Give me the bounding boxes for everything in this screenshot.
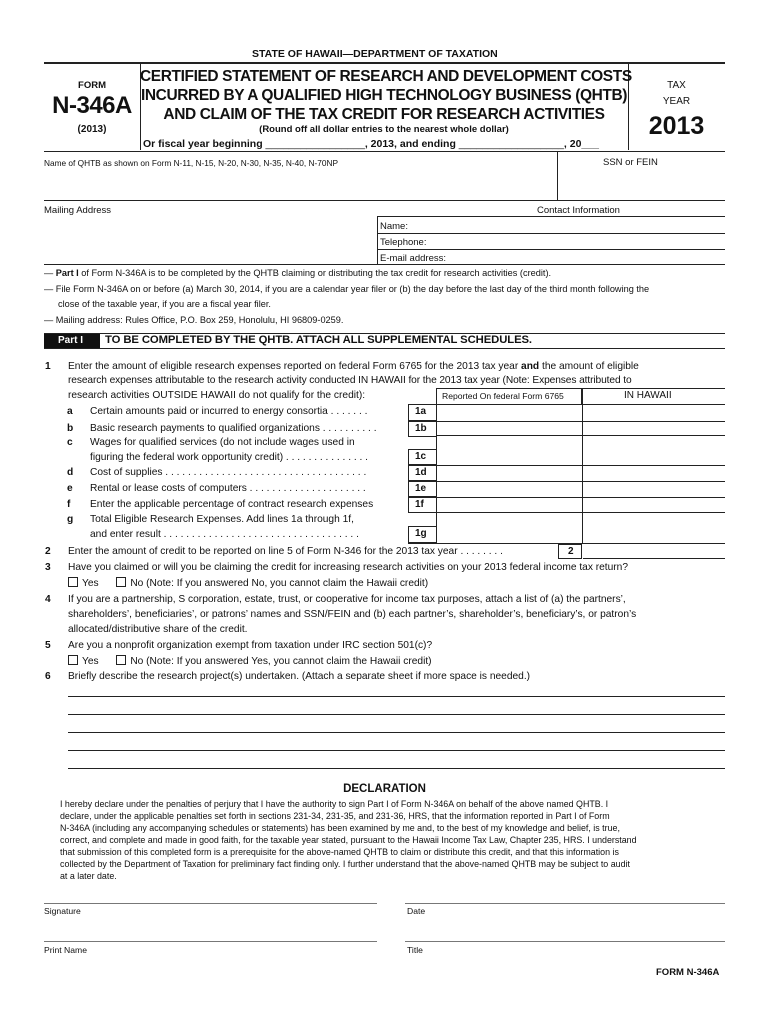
contact-email-field[interactable]: [452, 251, 724, 264]
line2-number: 2: [45, 546, 51, 557]
declaration-line: collected by the Department of Taxation for preliminary fact finding only. I further understand that the above-named QHTB may be subject to audit: [60, 859, 630, 869]
line3-yes-checkbox[interactable]: [68, 577, 78, 587]
line1e-federal-field[interactable]: [437, 481, 582, 497]
line1-text-3: research activities OUTSIDE HAWAII do not qualify for the credit):: [68, 390, 366, 401]
line1d-text: Cost of supplies . . . . . . . . . . . . . . . . . . . . . . . . . . . . . . . . . . . .: [90, 467, 367, 478]
line5-no-label: No (Note: If you answered Yes, you cannot claim the Hawaii credit): [130, 656, 432, 667]
tax-year: 2013: [648, 112, 705, 140]
declaration-line: that submission of this completed form is a prerequisite for the above-named QHTB to claim or distribute this credit, and that this information is: [60, 847, 619, 857]
line1a-text: Certain amounts paid or incurred to energy consortia . . . . . . .: [90, 406, 368, 417]
footer-form-id: FORM N-346A: [656, 967, 720, 978]
contact-name-rule: [377, 233, 725, 234]
line1a-hawaii-field[interactable]: [583, 404, 725, 421]
line2-box-text: 2: [568, 546, 574, 557]
contact-phone-label: Telephone:: [380, 237, 427, 248]
line1c-text-cont: figuring the federal work opportunity credit) . . . . . . . . . . . . . . .: [90, 452, 369, 463]
line1d-letter: d: [67, 467, 74, 478]
line1d-hawaii-field[interactable]: [583, 465, 725, 481]
contact-label: Contact Information: [537, 205, 620, 216]
line1b-box-text: 1b: [415, 423, 427, 434]
line6-rule-3: [68, 732, 725, 733]
line1-text-2: research expenses attributable to the research activity conducted IN HAWAII for the 2013 tax year (Note: Expenses attributed to: [68, 375, 632, 386]
instruction-1-bold: Part I: [55, 268, 79, 278]
fiscal-suffix: , 20___: [563, 138, 599, 150]
date-rule: [405, 903, 725, 904]
contact-name-field[interactable]: [412, 219, 724, 232]
line1g-text-cont: and enter result . . . . . . . . . . . . . . . . . . . . . . . . . . . . . . . . . . .: [90, 529, 359, 540]
name-bottom-rule: [44, 200, 725, 201]
mailing-bottom-rule: [44, 264, 725, 265]
signature-label: Signature: [44, 906, 81, 916]
col-header-federal-text: Reported On federal Form 6765: [442, 391, 564, 401]
line1-text-1b: the amount of eligible: [539, 361, 639, 372]
line1a-box-text: 1a: [415, 406, 427, 417]
print-name-rule: [44, 941, 377, 942]
line5-text: Are you a nonprofit organization exempt from taxation under IRC section 501(c)?: [68, 640, 433, 651]
part1-tag-text: Part I: [58, 335, 84, 346]
header-bottom-rule: [44, 151, 725, 152]
line1e-hawaii-field[interactable]: [583, 481, 725, 497]
line1-and: and: [521, 361, 540, 372]
part1-top-rule: [44, 333, 725, 334]
signature-rule: [44, 903, 377, 904]
line3-no-checkbox[interactable]: [116, 577, 126, 587]
line5-yes-label: Yes: [82, 656, 99, 667]
line5-no-checkbox[interactable]: [116, 655, 126, 665]
line1g-text: Total Eligible Research Expenses. Add lines 1a through 1f,: [90, 514, 354, 525]
instruction-2: — File Form N-346A on or before (a) March 30, 2014, if you are a calendar year filer or (b) the day before the last day of the third month following the: [44, 284, 650, 294]
agency-title: STATE OF HAWAII—DEPARTMENT OF TAXATION: [252, 48, 498, 60]
line1d-box-text: 1d: [415, 467, 427, 478]
year-label: YEAR: [662, 96, 691, 107]
line3-text: Have you claimed or will you be claiming the credit for increasing research activities on your 2013 federal income tax return?: [68, 562, 629, 573]
line5-yes-checkbox[interactable]: [68, 655, 78, 665]
qhtb-name-field[interactable]: [44, 168, 556, 200]
ssn-label: SSN or FEIN: [603, 157, 658, 168]
line1-number: 1: [45, 361, 51, 372]
line5-options: [68, 655, 432, 667]
instruction-3: — Mailing address: Rules Office, P.O. Box 259, Honolulu, HI 96809-0259.: [44, 315, 344, 325]
contact-name-label: Name:: [380, 221, 408, 232]
line1f-letter: f: [67, 499, 71, 510]
line1-text-1: [68, 361, 639, 372]
print-name-field[interactable]: [44, 924, 377, 940]
line1f-hawaii-field[interactable]: [583, 497, 725, 513]
tax-label: TAX: [667, 80, 686, 91]
line1a-letter: a: [67, 406, 73, 417]
line4-number: 4: [45, 594, 51, 605]
declaration-line: declare, under the applicable penalties set forth in sections 231-34, 231-35, and 231-36, HRS, that the information reported in Part I of Form: [60, 811, 610, 821]
instruction-2b: close of the taxable year, if you are a fiscal year filer.: [58, 299, 271, 309]
title-label: Title: [407, 945, 423, 955]
header-top-rule: [44, 62, 725, 64]
signature-field[interactable]: [44, 886, 377, 902]
line1d-federal-field[interactable]: [437, 465, 582, 481]
instruction-1-rest: of Form N-346A is to be completed by the QHTB claiming or distributing the tax credit for research activities (credit).: [78, 268, 552, 278]
declaration-line: at a later date.: [60, 871, 117, 881]
contact-phone-rule: [377, 249, 725, 250]
line1g-letter: g: [67, 514, 74, 525]
line2-amount-field[interactable]: [583, 544, 725, 559]
line1e-letter: e: [67, 483, 73, 494]
part1-bottom-rule: [44, 348, 725, 349]
contact-phone-field[interactable]: [432, 235, 724, 248]
form-title-line2: INCURRED BY A QUALIFIED HIGH TECHNOLOGY BUSINESS (QHTB): [140, 87, 628, 104]
line6-rule-2: [68, 714, 725, 715]
line3-number: 3: [45, 562, 51, 573]
line3-options: [68, 577, 428, 589]
col-header-hawaii-text: IN HAWAII: [624, 390, 672, 401]
title-field[interactable]: [405, 924, 725, 940]
line1a-federal-field[interactable]: [437, 404, 582, 421]
form-label: FORM: [78, 80, 106, 91]
form-number: N-346A: [52, 92, 132, 119]
line6-description-field[interactable]: [68, 688, 725, 776]
line3-no-label: No (Note: If you answered No, you cannot claim the Hawaii credit): [130, 578, 429, 589]
line1b-text: Basic research payments to qualified organizations . . . . . . . . . .: [90, 423, 377, 434]
date-label: Date: [407, 906, 426, 916]
line4-text-1: If you are a partnership, S corporation, estate, trust, or cooperative for income tax purposes, attach a list of (a) the partners’,: [68, 594, 626, 605]
form-title-line1: CERTIFIED STATEMENT OF RESEARCH AND DEVELOPMENT COSTS: [140, 68, 632, 85]
line4-text-2: shareholders’, beneficiaries’, or patrons’ names and SSN/FEIN and (b) each partner’s, shareholder’s, beneficiary’s, or patron’s: [68, 609, 637, 620]
line6-rule-4: [68, 750, 725, 751]
line2-text: Enter the amount of credit to be reported on line 5 of Form N-346 for the 2013 tax year . . . . . . . .: [68, 546, 503, 557]
declaration-title: DECLARATION: [343, 783, 426, 795]
line1e-box-text: 1e: [415, 483, 427, 494]
line1e-text: Rental or lease costs of computers . . . . . . . . . . . . . . . . . . . . .: [90, 483, 366, 494]
fiscal-mid: , 2013, and ending: [364, 138, 459, 150]
mailing-label: Mailing Address: [44, 205, 112, 216]
declaration-line: N-346A (including any accompanying schedules or statements) has been examined by me and, to the best of my knowledge and belief, is true,: [60, 823, 620, 833]
line6-rule-5: [68, 768, 725, 769]
contact-top-rule: [377, 216, 725, 217]
line1c-letter: c: [67, 437, 73, 448]
line1g-federal-field[interactable]: [437, 512, 582, 543]
fiscal-begin-field[interactable]: _________________: [265, 138, 365, 150]
line1c-box-text: 1c: [415, 451, 427, 462]
line1b-letter: b: [67, 423, 74, 434]
line1c-hawaii-field[interactable]: [583, 435, 725, 465]
declaration-line: I hereby declare under the penalties of perjury that I have the authority to sign Part I of Form N-346A on behalf of the above named QHTB. I: [60, 799, 609, 809]
print-name-label: Print Name: [44, 945, 87, 955]
part1-heading: TO BE COMPLETED BY THE QHTB. ATTACH ALL SUPPLEMENTAL SCHEDULES.: [105, 334, 532, 346]
contact-divider: [377, 216, 378, 264]
line1g-box-text: 1g: [415, 528, 427, 539]
line1c-federal-field[interactable]: [437, 435, 582, 465]
title-rule: [405, 941, 725, 942]
mailing-address-field[interactable]: [44, 218, 374, 264]
fiscal-prefix: Or fiscal year beginning: [143, 138, 266, 150]
line1c-text: Wages for qualified services (do not include wages used in: [90, 437, 355, 448]
line6-rule-1: [68, 696, 725, 697]
ssn-field[interactable]: [560, 170, 724, 198]
line1g-hawaii-field[interactable]: [583, 512, 725, 543]
line1f-text: Enter the applicable percentage of contract research expenses: [90, 499, 374, 510]
round-note: (Round off all dollar entries to the nearest whole dollar): [259, 124, 509, 135]
instruction-1-dash: —: [44, 268, 56, 278]
qhtb-name-label: Name of QHTB as shown on Form N-11, N-15, N-20, N-30, N-35, N-40, N-70NP: [44, 158, 339, 168]
date-field[interactable]: [405, 886, 725, 902]
line1f-box-text: 1f: [415, 499, 424, 510]
line6-number: 6: [45, 671, 51, 682]
form-title-line3: AND CLAIM OF THE TAX CREDIT FOR RESEARCH ACTIVITIES: [163, 106, 605, 123]
line1f-federal-field[interactable]: [437, 497, 582, 513]
line5-number: 5: [45, 640, 51, 651]
fiscal-year-line: [143, 138, 599, 150]
line1-text-1a: Enter the amount of eligible research expenses reported on federal Form 6765 for the 2013 tax year: [68, 361, 522, 372]
form-year: (2013): [77, 124, 107, 135]
instruction-1: [44, 268, 551, 278]
line3-yes-label: Yes: [82, 578, 99, 589]
contact-email-label: E-mail address:: [380, 253, 446, 264]
ssn-divider: [557, 151, 558, 200]
line4-text-3: allocated/distributive share of the credit.: [68, 624, 248, 635]
declaration-line: correct, and complete and made in good faith, for the taxable year stated, pursuant to the Hawaii Income Tax Law, Chapter 235, HRS. I understand: [60, 835, 637, 845]
line6-text: Briefly describe the research project(s) undertaken. (Attach a separate sheet if more space is needed.): [68, 671, 531, 682]
fiscal-end-field[interactable]: __________________: [458, 138, 564, 150]
